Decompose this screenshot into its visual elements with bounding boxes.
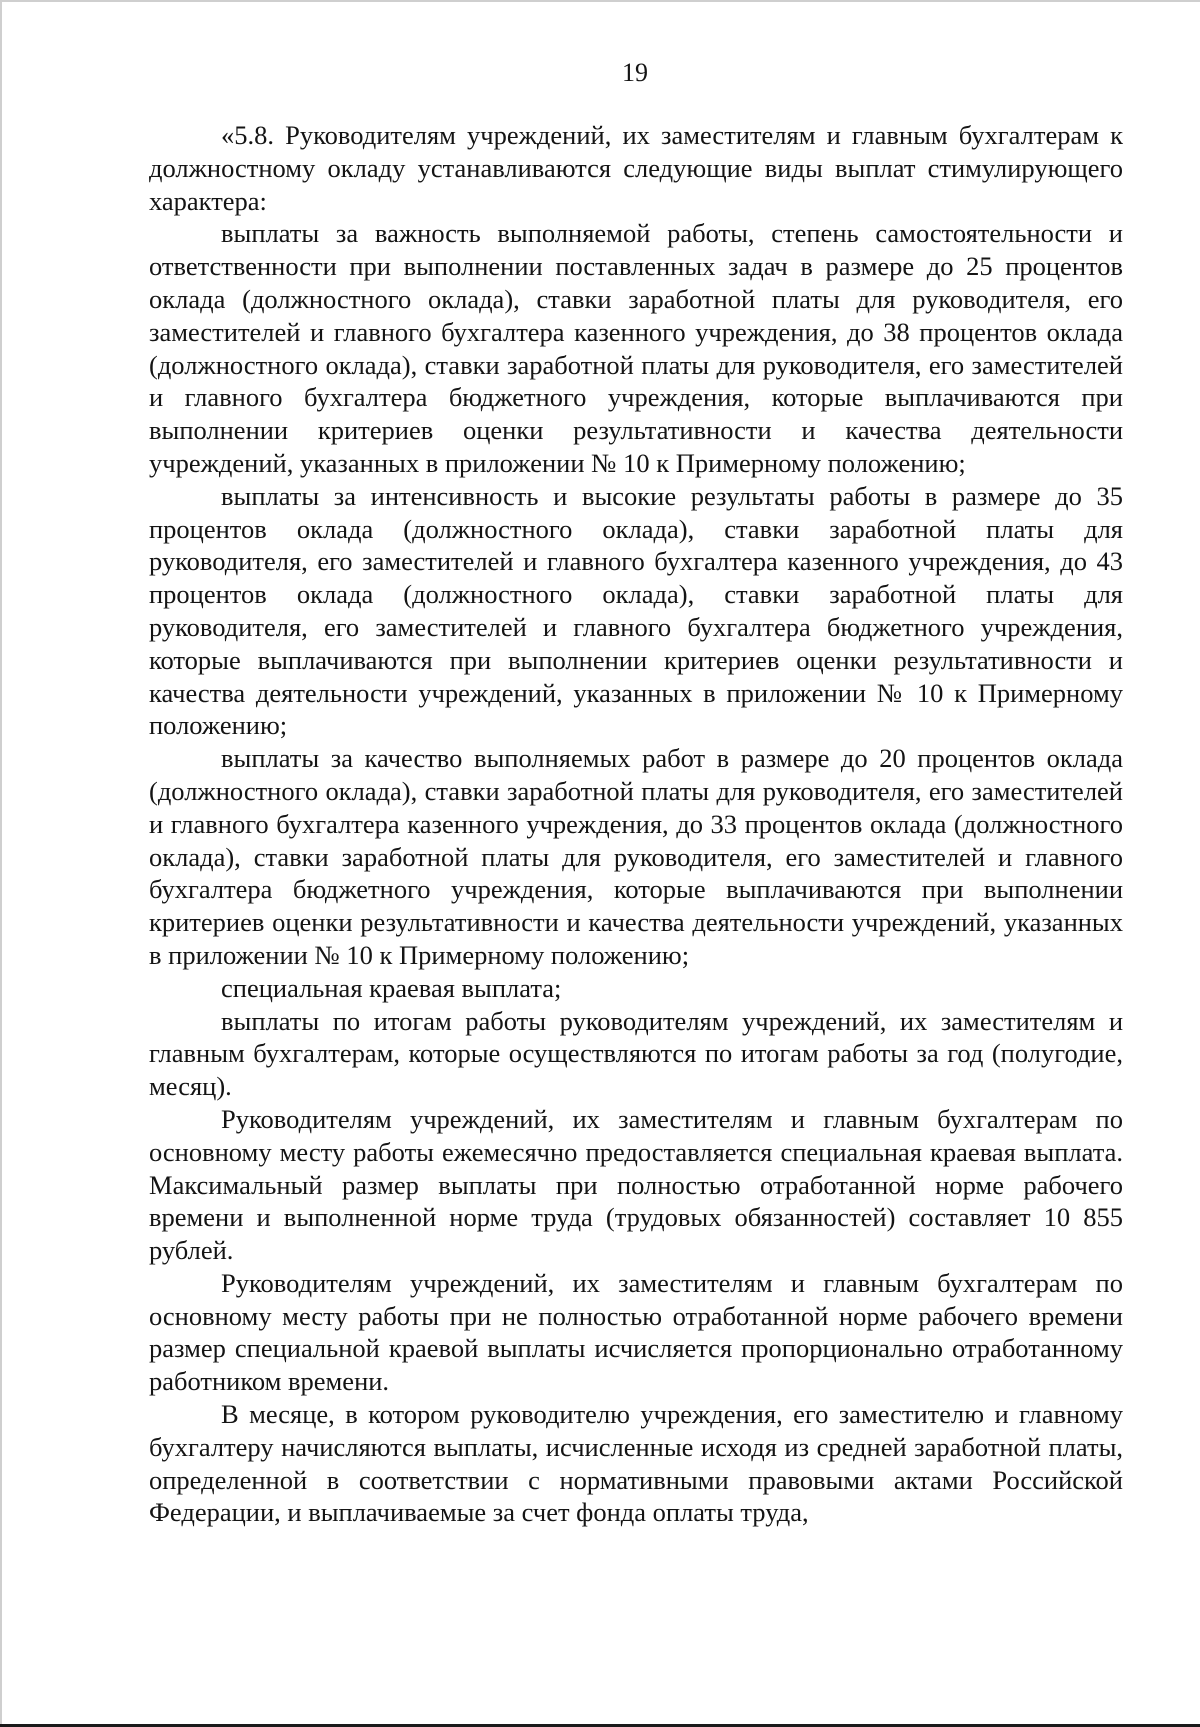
paragraph-results-payments: выплаты по итогам работы руководителям учреждений, их заместителям и главным бухгалтерам, которые осуществляются по итогам работы за год (полугодие, месяц). <box>149 1005 1123 1102</box>
paragraph-proportional-payment: Руководителям учреждений, их заместителям и главным бухгалтерам по основному месту работы при не полностью отработанной норме рабочего времени размер специальной краевой выплаты исчисляется пропорционально отработанному работником времени. <box>149 1267 1123 1397</box>
paragraph-special-regional-payment: специальная краевая выплата; <box>221 972 562 1003</box>
paragraph-quality-payments: выплаты за качество выполняемых работ в размере до 20 процентов оклада (должностного оклада), ставки заработной платы для руководителя, его заместителей и главного бухгалтера казенного учреждения, до 33 процентов оклада (должностного оклада), ставки заработной платы для руководителя, его заместителей и главного бухгалтера бюджетного учреждения, которые выплачиваются при выполнении критериев оценки результативности и качества деятельности учреждений, указанных в приложении № 10 к Примерному положению; <box>149 743 1123 970</box>
scan-border-top <box>0 0 1200 2</box>
paragraph-intensity-payments: выплаты за интенсивность и высокие результаты работы в размере до 35 процентов оклада (должностного оклада), ставки заработной платы для руководителя, его заместителей и главного бухгалтера казенного учреждения, до 43 процентов оклада (должностного оклада), ставки заработной платы для руководителя, его заместителей и главного бухгалтера бюджетного учреждения, которые выплачиваются при выполнении критериев оценки результативности и качества деятельности учреждений, указанных в приложении № 10 к Примерному положению; <box>149 480 1123 741</box>
paragraph-monthly-special-payment: Руководителям учреждений, их заместителям и главным бухгалтерам по основному месту работы ежемесячно предоставляется специальная краевая выплата. Максимальный размер выплаты при полностью отработанной норме рабочего времени и выполненной норме труда (трудовых обязанностей) составляет 10 855 рублей. <box>149 1103 1123 1266</box>
scan-border-left <box>0 0 2 1727</box>
page-number: 19 <box>622 58 648 87</box>
paragraph-5-8-intro: «5.8. Руководителям учреждений, их заместителям и главным бухгалтерам к должностному окладу устанавливаются следующие виды выплат стимулирующего характера: <box>149 120 1123 216</box>
paragraph-importance-payments: выплаты за важность выполняемой работы, степень самостоятельности и ответственности при выполнении поставленных задач в размере до 25 процентов оклада (должностного оклада), ставки заработной платы для руководителя, его заместителей и главного бухгалтера казенного учреждения, до 38 процентов оклада (должностного оклада), ставки заработной платы для руководителя, его заместителей и главного бухгалтера бюджетного учреждения, которые выплачиваются при выполнении критериев оценки результативности и качества деятельности учреждений, указанных в приложении № 10 к Примерному положению; <box>149 218 1123 478</box>
paragraph-average-salary-month: В месяце, в котором руководителю учреждения, его заместителю и главному бухгалтеру начисляются выплаты, исчисленные исходя из средней заработной платы, определенной в соответствии с нормативными правовыми актами Российской Федерации, и выплачиваемые за счет фонда оплаты труда, <box>149 1399 1123 1528</box>
document-body <box>149 119 1123 1529</box>
